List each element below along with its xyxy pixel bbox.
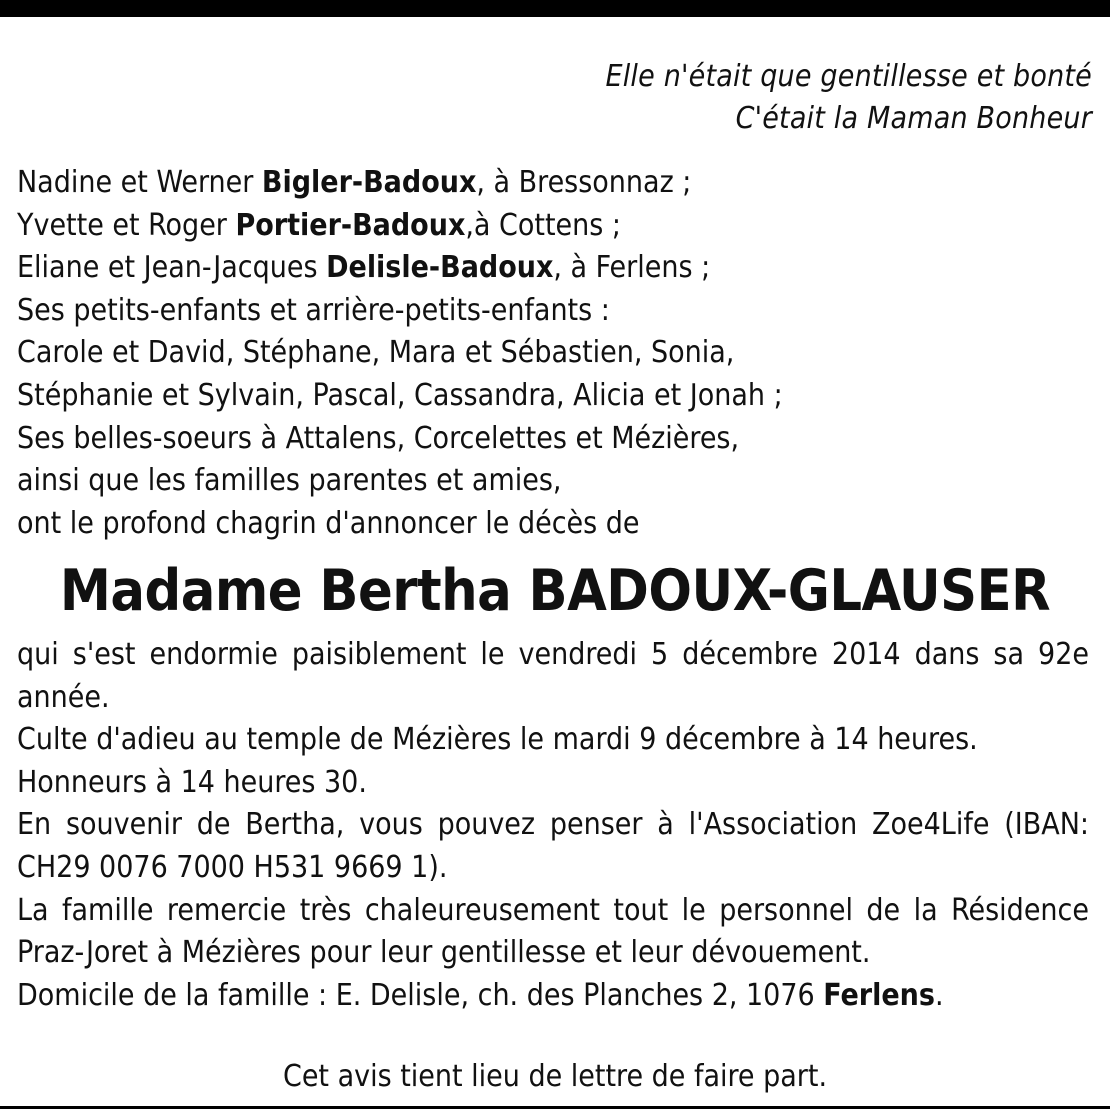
family-line-2-place: ,à Cottens ; (465, 207, 621, 243)
epitaph-line-2: C'était la Maman Bonheur (735, 101, 1092, 136)
service-paragraph: Culte d'adieu au temple de Mézières le mardi 9 décembre à 14 heures. (17, 722, 978, 758)
domicile-paragraph (17, 975, 1089, 1018)
notice-details (17, 634, 1089, 1017)
deceased-name: Madame Bertha BADOUX-GLAUSER (59, 558, 1051, 624)
domicile-town: Ferlens (823, 977, 935, 1013)
thanks-paragraph: La famille remercie très chaleureusement tout le personnel de la Résidence Praz-Joret à Mézières pour leur gentillesse et leur dévouement. (17, 892, 1089, 971)
family-line-3-place: , à Ferlens ; (553, 250, 711, 286)
family-line-2-surname: Portier-Badoux (235, 207, 466, 243)
family-line-1 (17, 162, 1097, 205)
donation-paragraph: En souvenir de Bertha, vous pouvez penser à l'Association Zoe4Life (IBAN: CH29 0076 7000 H531 9669 1). (17, 807, 1089, 885)
family-line-7: Ses belles-soeurs à Attalens, Corcelettes et Mézières, (17, 420, 740, 456)
top-rule (0, 0, 1110, 17)
domicile-end: . (934, 977, 944, 1013)
family-line-5: Carole et David, Stéphane, Mara et Sébastien, Sonia, (17, 335, 735, 371)
family-line-3 (17, 247, 1097, 290)
family-line-1-names: Nadine et Werner (17, 165, 262, 200)
closing-note: Cet avis tient lieu de lettre de faire part. (282, 1059, 828, 1094)
domicile-address: Domicile de la famille : E. Delisle, ch. des Planches 2, 1076 (17, 977, 824, 1013)
family-line-1-place: , à Bressonnaz ; (476, 165, 692, 200)
family-line-6: Stéphanie et Sylvain, Pascal, Cassandra, Alicia et Jonah ; (17, 377, 783, 413)
family-line-4: Ses petits-enfants et arrière-petits-enfants : (17, 292, 610, 328)
family-line-1-surname: Bigler-Badoux (261, 165, 477, 200)
family-line-8: ainsi que les familles parentes et amies, (17, 463, 562, 499)
family-line-2-names: Yvette et Roger (17, 207, 236, 243)
epitaph-line-1: Elle n'était que gentillesse et bonté (605, 59, 1092, 94)
epitaph (605, 56, 1092, 140)
family-line-9: ont le profond chagrin d'annoncer le décès de (17, 505, 640, 541)
passing-paragraph: qui s'est endormie paisiblement le vendredi 5 décembre 2014 dans sa 92e année. (17, 637, 1089, 715)
family-line-3-names: Eliane et Jean-Jacques (17, 250, 327, 286)
family-line-2 (17, 205, 1097, 248)
family-announcement (17, 162, 1097, 545)
family-line-3-surname: Delisle-Badoux (326, 250, 554, 286)
bottom-rule (0, 1106, 1110, 1109)
honours-paragraph: Honneurs à 14 heures 30. (17, 764, 367, 800)
